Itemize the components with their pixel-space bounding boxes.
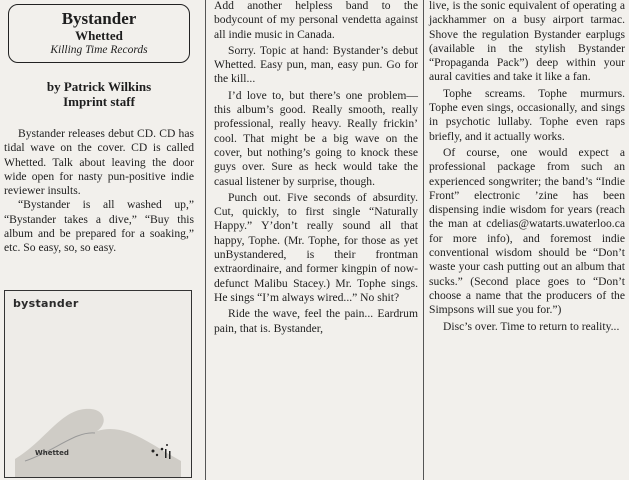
column-3 <box>429 0 625 334</box>
album-title: Whetted <box>75 28 123 43</box>
staff-line: Imprint staff <box>63 94 135 109</box>
paragraph: Disc’s over. Time to return to reality... <box>443 319 620 333</box>
paragraph: Tophe screams. Tophe murmurs. Tophe even sings, occasionally, and sings in psychotic lullaby. Tophe even raps briefly, and it actually works. <box>429 86 625 143</box>
paragraph: Bystander releases debut CD. CD has tidal wave on the cover. CD is called Whetted. Talk about leaving the door wide open for nasty pun-positive indie reviewer insults. <box>4 127 194 198</box>
cover-band-name: bystander <box>13 297 79 310</box>
record-label: Killing Time Records <box>50 44 148 56</box>
wave-graphic <box>5 291 191 477</box>
paragraph: “Bystander is all washed up,” “Bystander takes a dive,” “Buy this album and be prepared for a soaking,” etc. So easy, so, so easy. <box>4 198 194 255</box>
paragraph: Sorry. Topic at hand: Bystander’s debut Whetted. Easy pun, man, easy pun. Go for the kill... <box>214 43 418 86</box>
cover-album-name: Whetted <box>35 449 69 457</box>
review-header-box <box>8 4 190 63</box>
album-cover-image <box>4 290 192 478</box>
column-1-body <box>4 127 194 256</box>
paragraph: live, is the sonic equivalent of operating a jackhammer on a busy airport tarmac. Shove the regulation Bystander earplugs (available in the stylish Bystander “Propaganda Pack”) deep within your aural cavities and take it like a fan. <box>429 0 625 84</box>
column-2 <box>214 0 418 336</box>
author: by Patrick Wilkins <box>46 79 152 94</box>
column-rule-1 <box>205 0 206 480</box>
byline <box>4 79 194 109</box>
paragraph: Add another helpless band to the bodycount of my personal vendetta against all indie music in Canada. <box>214 0 418 41</box>
paragraph: Ride the wave, feel the pain... Eardrum pain, that is. Bystander, <box>214 307 418 335</box>
band-name: Bystander <box>61 9 137 28</box>
column-1 <box>4 0 194 256</box>
column-rule-2 <box>423 0 424 480</box>
paragraph: Of course, one would expect a professional package from such an experienced songwriter; the band’s “Indie Front” electronic ’zine has been dispensing indie wisdom for years (reach the man at cdelias@watarts.uwaterloo.ca for more info), and foremost indie conventional wisdom should be “Don’t waste your cash putting out an album that sucks.” (Second place goes to “Don’t choose a name that the producers of the Simpsons will sue you for.”) <box>429 145 625 317</box>
paragraph: Punch out. Five seconds of absurdity. Cut, quickly, to first single “Naturally Happy.” Y’don’t really sound all that happy, Tophe. (Mr. Tophe, for those as yet unBystandered, is their frontman extraordinaire, and former kingpin of now-defunct Malibu Stacey.) Mr. Tophe sings. He sings “I’m always wired...” No shit? <box>214 190 418 304</box>
paragraph: I’d love to, but there’s one problem—this album’s good. Really smooth, really professional, really heavy. Really frickin’ cool. That might be a big wave on the cover, but nothing’s going to knock these guys over. Sure as heck would take the casual listener by surprise, though. <box>214 88 418 188</box>
